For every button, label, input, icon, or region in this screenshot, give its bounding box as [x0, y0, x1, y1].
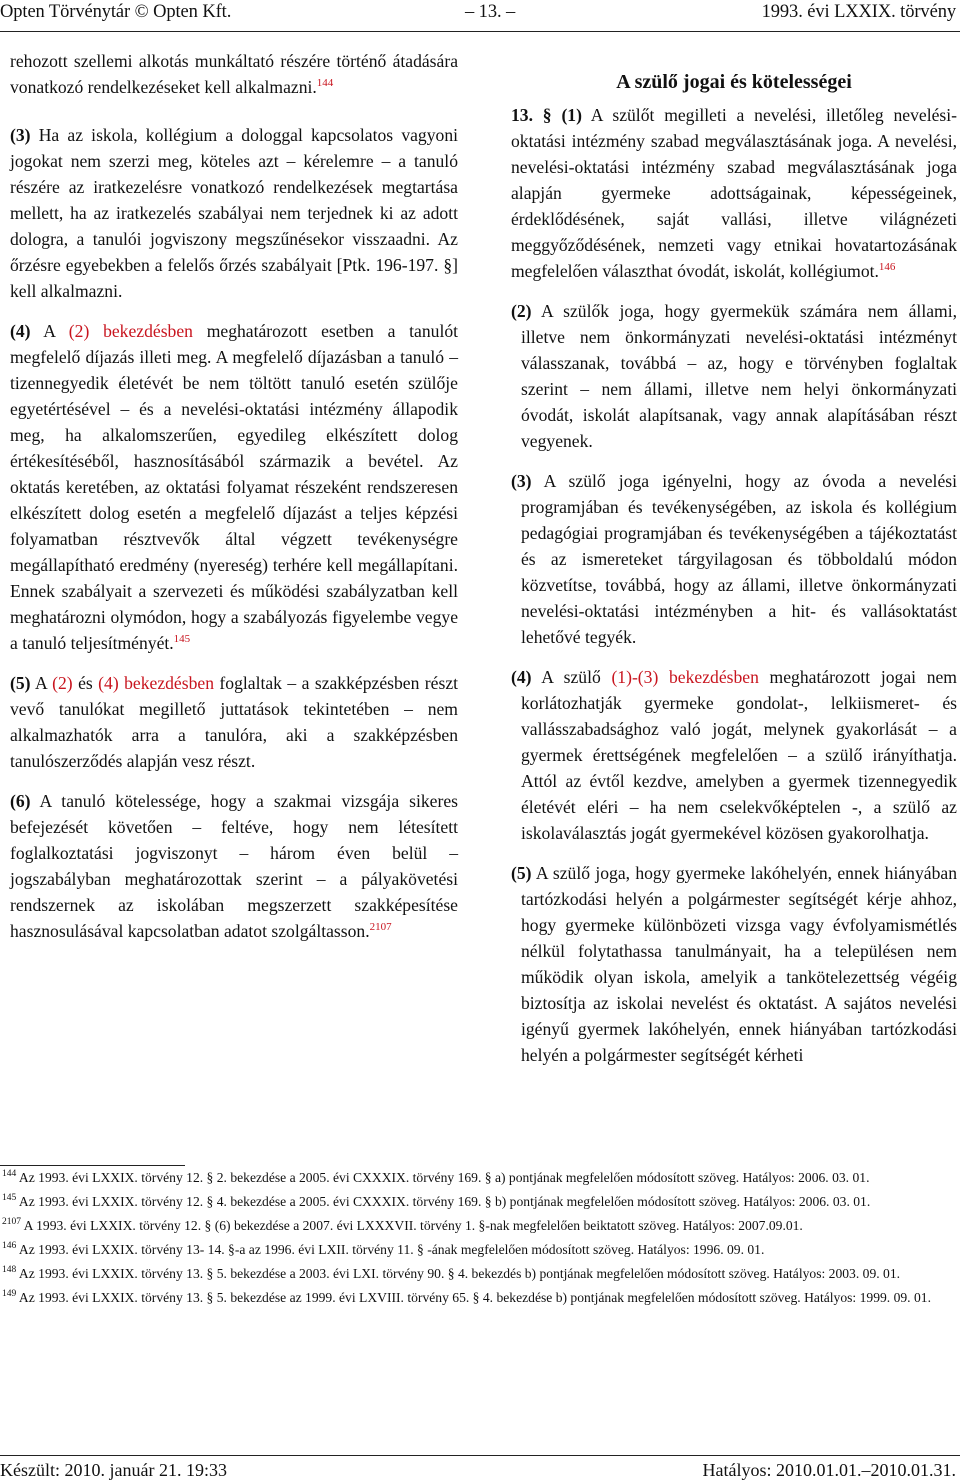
section-heading: A szülő jogai és kötelességei: [616, 71, 852, 93]
paragraph-5: (5) A (2) és (4) bekezdésben foglaltak – a szakképzésben részt vevő tanulókat megillető juttatások tekintetében – nem alkalmazhatók arra a tanulóra, aki a szakképzésben tanulószerződés alapján vesz részt.: [10, 673, 459, 771]
right-column: [511, 70, 957, 1068]
footnotes: [2, 1168, 956, 1312]
footnote: $^{2107}$ A 1993. évi LXXIX. törvény 12. § (6) bekezdése a 2007. évi LXXXVII. törvény 1. §-nak megfelelően beiktatott szöveg. Hatályos: 2007.09.01.: [2, 1217, 803, 1233]
footer-rule: [0, 1455, 960, 1456]
page-header: [0, 2, 960, 30]
paragraph-number: (4): [10, 321, 31, 341]
paragraph-6: (6) A tanuló kötelessége, hogy a szakmai vizsgája sikeres befejezését követően – feltéve, hogy nem létesített foglalkoztatási jogviszonyt – három éven belül – jogszabályban meghatározottak szerint – a pályakövetési rendszernek az iskolában megszerzett szakképesítése hasznosulásával kapcsolatban adatot szolgáltasson.$^{2107}$: [10, 791, 458, 941]
paragraph-number: (3): [10, 125, 31, 145]
cross-reference-link[interactable]: (4) bekezdésben: [98, 673, 214, 693]
left-column: [10, 48, 458, 944]
footnote: $^{145}$ Az 1993. évi LXXIX. törvény 12. § 4. bekezdése a 2005. évi CXXXIX. törvény 169. § b) pontjának megfelelően módosított szöveg. Hatályos: 2006. 03. 01.: [2, 1193, 871, 1209]
header-rule: [0, 31, 960, 32]
paragraph-number: (6): [10, 791, 31, 811]
footnote-ref-146[interactable]: 146: [878, 261, 896, 273]
header-publisher: Opten Törvénytár © Opten Kft.: [0, 2, 232, 22]
cross-reference-link[interactable]: (2) bekezdésben: [68, 321, 193, 341]
cross-reference-link[interactable]: (2): [52, 673, 73, 693]
section-13-paragraph-3: (3) A szülő joga igényelni, hogy az óvoda a nevelési programjában és tevékenységében, az iskola és kollégium pedagógiai programjában és tevékenységében a tájékoztatást és az ismereteket tárgyilagosan és többoldalú módon közvetítse, továbbá, hogy az állami, illetve önkormányzati nevelési-oktatási intézményben a hit- és vallásoktatást lehetővé tegyék.: [511, 471, 957, 647]
section-13-paragraph-1: 13. § (1) A szülőt megilleti a nevelési, illetőleg nevelési-oktatási intézmény szabad megválasztásának joga. A nevelési, nevelési-oktatási intézmény szabad megválasztásának joga alapján gyermeke adottságainak, képességeinek, érdeklődésének, saját vallási, illetve világnézeti meggyőződésének, nemzeti vagy etnikai hovatartozásának megfelelően választhat óvodát, iskolát, kollégiumot.$^{146}$: [511, 105, 958, 281]
paragraph-number: (5): [511, 863, 532, 883]
paragraph-4: (4) A (2) bekezdésben meghatározott esetben a tanulót megfelelő díjazás illeti meg. A megfelelő díjazásban a tanuló – tizennegyedik életévét be nem töltött tanuló esetén szülője egyetértésével – és a nevelési-oktatási intézmény állapodik meg, ha alkalomszerűen, egyedileg elkészített dolog értékesítéséből, hasznosításából származik a bevétel. Az oktatás keretében, az oktatási folyamat részeként rendszeresen elkészített dolog esetén a megfelelő díjazást a teljes képzési folyamatban résztvevők által végzett tevékenységre megállapítható eredmény (nyereség) terhére kell megállapítani. Ennek szabályait a szervezeti és működési szabályzatban kell meghatározni olymódon, hogy a szabályozás figyelembe vegye a tanuló teljesítményét.$^{145}$: [10, 321, 459, 653]
section-13-paragraph-5: (5) A szülő joga, hogy gyermeke lakóhelyén, ennek hiányában tartózkodási helyén a polgármester segítségét kérje ahhoz, hogy gyermeke különbözeti vizsga vagy évfolyamismétlés nélkül folytathassa tanulmányait, ha a településen nem működik olyan iskola, amelyik a tankötelezettség végéig biztosítja az iskolai nevelést és oktatást. A sajátos nevelési igényű gyermek lakóhelyén, ennek hiányában tartózkodási helyén a polgármester segítségét kérheti: [511, 863, 957, 1065]
footnote-ref-144[interactable]: 144: [316, 77, 334, 89]
section-13-paragraph-4: (4) A szülő (1)-(3) bekezdésben meghatározott jogai nem korlátozhatják gyermeke gondolat-, lelkiismeret- és vallásszabadsághoz való jogát, melynek gyakorlását – a gyermek érettségének megfelelően – a szülő irányíthatja. Attól az évtől kezdve, amelyben a gyermek tizennegyedik életévét eléri – ha nem cselekvőképtelen -, a szülő az iskolaválasztás jogát gyermekével közösen gyakorolhatja.: [511, 667, 957, 843]
footnote: $^{148}$ Az 1993. évi LXXIX. törvény 13. § 5. bekezdése a 2003. évi LXI. törvény 90. § 4. bekezdés b) pontjának megfelelően módosított szöveg. Hatályos: 2003. 09. 01.: [2, 1265, 901, 1281]
paragraph-continued: rehozott szellemi alkotás munkáltató részére történő átadására vonatkozó rendelkezéseket kell alkalmazni.$^{144}$: [10, 51, 458, 97]
footnote-ref-2107[interactable]: 2107: [369, 921, 392, 933]
cross-reference-link[interactable]: (1)-(3) bekezdésben: [611, 667, 759, 687]
header-page-number: – 13. –: [465, 2, 516, 22]
paragraph-3: (3) Ha az iskola, kollégium a dologgal kapcsolatos vagyoni jogokat nem szerzi meg, köteles azt – kérelemre – a tanuló részére az iratkezelésre vonatkozó rendelkezések megtartása mellett, ha az iratkezelés szabályai nem terjednek ki az adott dologra, a tanulói jogviszony megszűnésekor visszaadni. Az őrzésre egyebekben a felelős őrzés szabályait [Ptk. 196-197. §] kell alkalmazni.: [10, 125, 458, 301]
footnote: $^{149}$ Az 1993. évi LXXIX. törvény 13. § 5. bekezdése az 1999. évi LXVIII. törvény 65. § 4. bekezdése b) pontjának megfelelően módosított szöveg. Hatályos: 1999. 09. 01.: [2, 1289, 931, 1305]
paragraph-number: (1): [561, 105, 582, 125]
footnote: $^{146}$ Az 1993. évi LXXIX. törvény 13- 14. §-a az 1996. évi LXII. törvény 11. § -ának megfelelően módosított szöveg. Hatályos: 1996. 09. 01.: [2, 1241, 765, 1257]
section-number: 13. §: [511, 105, 552, 125]
paragraph-number: (4): [511, 667, 532, 687]
paragraph-number: (3): [511, 471, 532, 491]
footnote-rule: [0, 1165, 185, 1166]
paragraph-number: (2): [511, 301, 532, 321]
section-13-paragraph-2: (2) A szülők joga, hogy gyermekük számára nem állami, illetve nem önkormányzati nevelési-oktatási intézményt válasszanak, továbbá – az, hogy e törvényben foglaltak szerint – nem állami, illetve nem helyi önkormányzati óvodát, iskolát alapítsanak, vagy annak alapításában részt vegyenek.: [511, 301, 957, 451]
paragraph-number: (5): [10, 673, 31, 693]
footnote: $^{144}$ Az 1993. évi LXXIX. törvény 12. § 2. bekezdése a 2005. évi CXXXIX. törvény 169. § a) pontjának megfelelően módosított szöveg. Hatályos: 2006. 03. 01.: [2, 1169, 870, 1185]
header-law-title: 1993. évi LXXIX. törvény: [761, 2, 956, 22]
footer-effective: Hatályos: 2010.01.01.–2010.01.31.: [702, 1460, 956, 1480]
footnote-ref-145[interactable]: 145: [173, 633, 191, 645]
footer-created: Készült: 2010. január 21. 19:33: [0, 1460, 227, 1480]
